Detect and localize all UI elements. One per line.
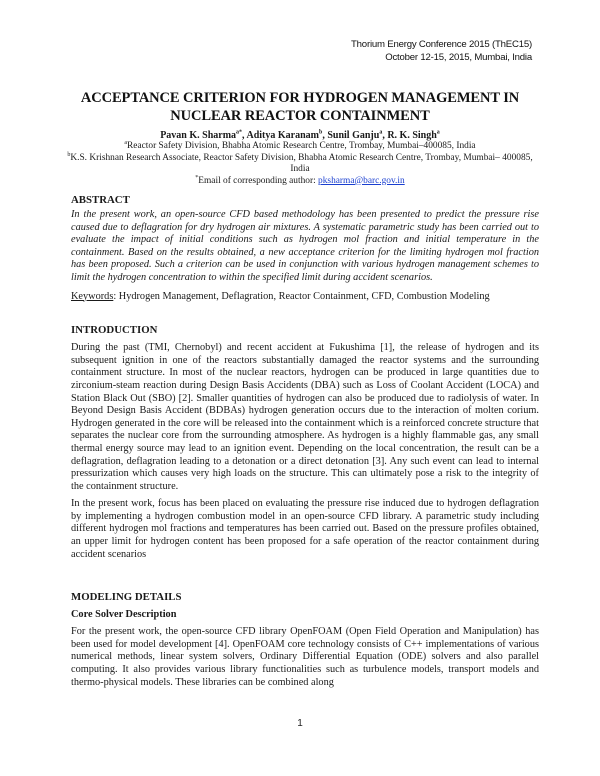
conference-name: Thorium Energy Conference 2015 (ThEC15) <box>351 39 532 50</box>
affiliation-a <box>60 141 540 152</box>
affiliation-text: K.S. Krishnan Research Associate, Reactor Safety Division, Bhabha Atomic Research Centre, Trombay, Mumbai– 400085, India <box>70 152 533 175</box>
author-separator: , <box>382 130 388 141</box>
paper-title <box>60 89 540 125</box>
email-link[interactable]: pksharma@barc.gov.in <box>318 175 405 186</box>
author-sup: a <box>436 129 440 136</box>
keywords-list: : Hydrogen Management, Deflagration, Reactor Containment, CFD, Combustion Modeling <box>113 290 490 302</box>
abstract-heading: ABSTRACT <box>71 194 130 206</box>
conference-header <box>351 38 532 64</box>
author-sup: a* <box>236 129 243 136</box>
author-sup: b <box>319 129 323 136</box>
author-name: R. K. Singh <box>387 130 437 141</box>
introduction-heading: INTRODUCTION <box>71 324 158 337</box>
author-name: Aditya Karanam <box>246 130 319 141</box>
author-separator: , <box>322 130 328 141</box>
email-sup: * <box>195 174 199 181</box>
core-solver-subheading: Core Solver Description <box>71 609 177 621</box>
modeling-heading: MODELING DETAILS <box>71 591 182 604</box>
affiliation-b <box>60 153 540 176</box>
author-list <box>60 130 540 141</box>
author-sup: a <box>379 129 383 136</box>
author-separator: , <box>242 130 247 141</box>
intro-paragraph-1: During the past (TMI, Chernobyl) and recent accident at Fukushima [1], the release of hydrogen and its subsequent ignition in one of the reactors substantially damaged the reactor systems and the surrounding containment structure. In most of the nuclear reactors, hydrogen can be produced in large quantities due to zirconium-steam reaction during Design Basis Accidents (DBA) such as Loss of Coolant Accident (LOCA) and Station Black Out (SBO) [2]. Smaller quantities of hydrogen can also be produced due to radiolysis of water. In Beyond Design Basis Accident (BDBAs) hydrogen generation occurs due to the interaction of molten corium. Hydrogen generated in the core will be released into the containment which is a reinforced concrete structure that separates the nuclear core from the surrounding atmosphere. As hydrogen is a highly flammable gas, any small thermal energy source may lead to an ignition event. Depending on the local concentration, the result can be a deflagration, deflagration leading to a detonation or a direct detonation [3]. Any such event can lead to internal pressurization which causes very high loads on the structure. This can ultimately pose a risk to the integrity of the containment structure. <box>71 342 539 492</box>
keywords <box>71 291 539 304</box>
author-block <box>60 130 540 187</box>
title-line-1: ACCEPTANCE CRITERION FOR HYDROGEN MANAGEMENT IN <box>80 90 520 106</box>
page-number: 1 <box>297 718 303 729</box>
modeling-paragraph: For the present work, the open-source CFD library OpenFOAM (Open Field Operation and Manipulation) has been used for model development [4]. OpenFOAM core technology consists of C++ implementations of various numerical methods, linear system solvers, Ordinary Differential Equation (ODE) solvers and also parallel computing. It also provides various library functionalities such as turbulence models, transport models and thermo-physical models. These libraries can be combined along <box>71 626 539 688</box>
author-name: Sunil Ganju <box>327 130 380 141</box>
body-content <box>71 194 539 689</box>
title-line-2: NUCLEAR REACTOR CONTAINMENT <box>170 108 430 124</box>
corresponding-email <box>60 176 540 187</box>
email-label: Email of corresponding author: <box>198 175 319 186</box>
affiliation-sup: a <box>124 140 128 147</box>
abstract-text: In the present work, an open-source CFD based methodology has been presented to predict the pressure rise caused due to deflagration for dry hydrogen air mixtures. A systematic parametric study has been carried out to evaluate the impact of initial conditions such as hydrogen mol fraction and initial temperature in the containment. Based on the results obtained, a new acceptance criterion for the limiting hydrogen mol fraction has been proposed. Such a criterion can be used in conjunction with various hydrogen management schemes to limit the hydrogen concentration to within the specified limit during accident scenarios. <box>71 209 539 283</box>
affiliation-sup: b <box>67 151 71 158</box>
affiliation-text: Reactor Safety Division, Bhabha Atomic Research Centre, Trombay, Mumbai–400085, India <box>127 141 476 152</box>
keywords-label: Keywords <box>71 290 114 302</box>
conference-dates: October 12-15, 2015, Mumbai, India <box>385 52 532 63</box>
author-name: Pavan K. Sharma <box>160 130 237 141</box>
intro-paragraph-2: In the present work, focus has been placed on evaluating the pressure rise induced due to hydrogen deflagration by implementing a hydrogen combustion model in an open-source CFD library. A parametric study including different hydrogen mol fractions and temperatures has been carried out. Based on the pressure profiles obtained, an upper limit for hydrogen content has been proposed for a safe operation of the reactor containment during accident scenarios <box>71 498 539 560</box>
